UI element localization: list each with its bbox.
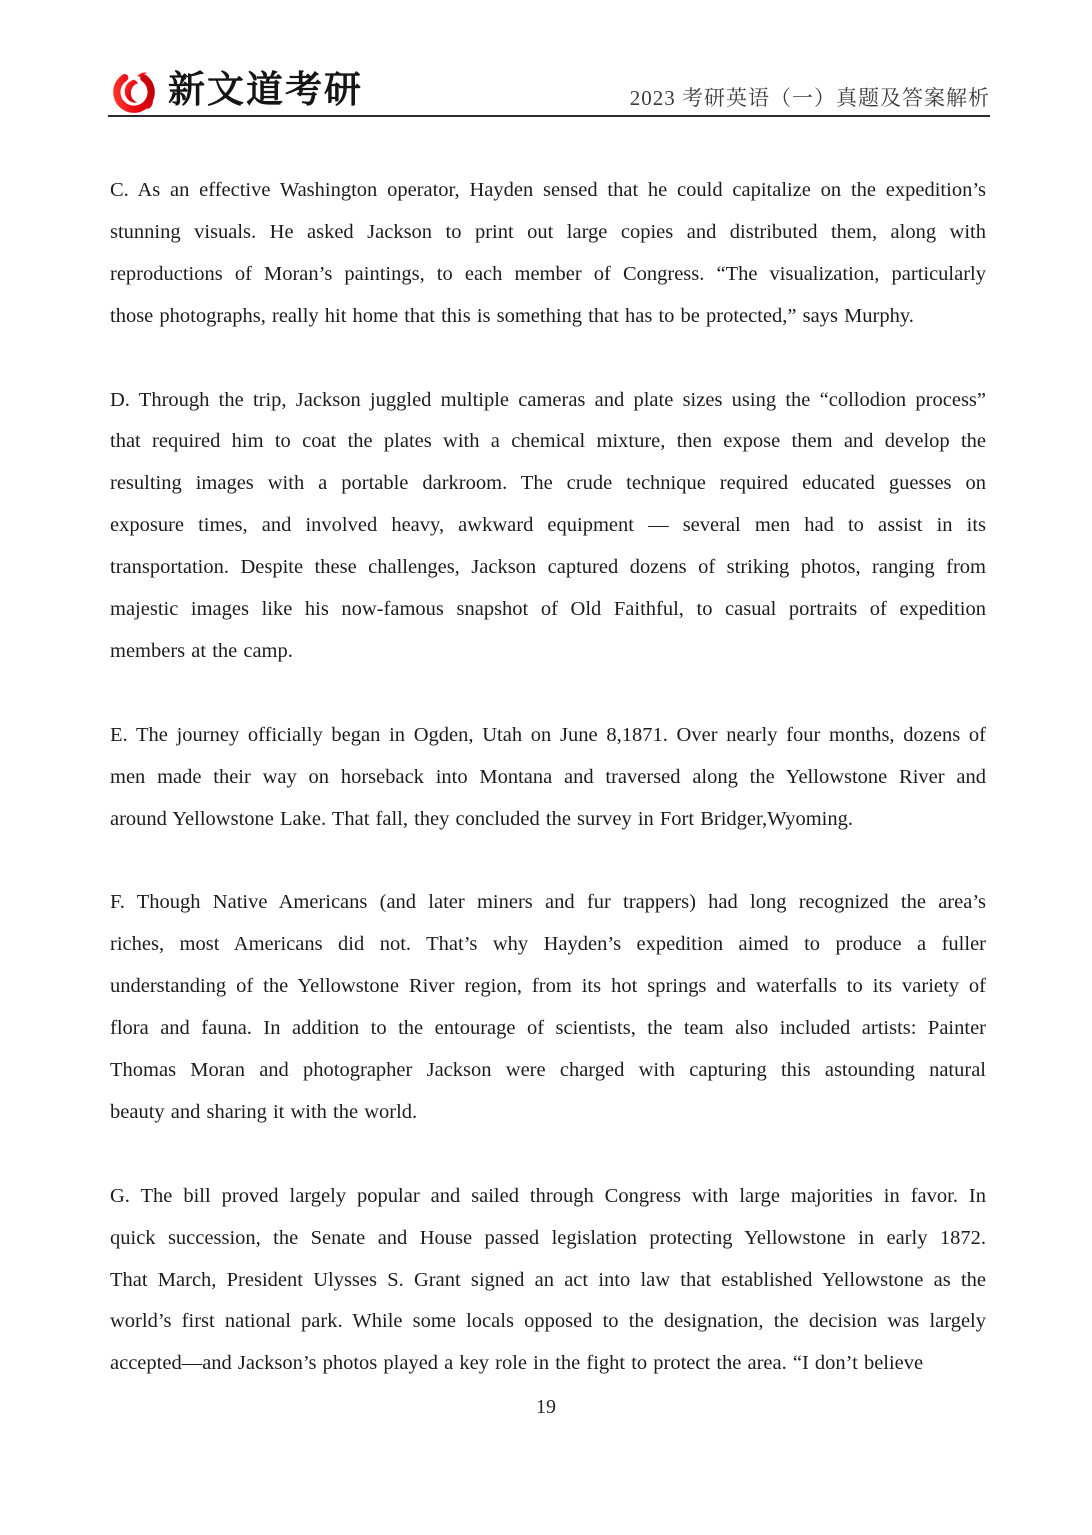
- text-line: beauty and sharing it with the world.: [110, 1100, 418, 1123]
- text-line: men made their way on horseback into Montana and traversed along the Yellowstone River and: [110, 765, 986, 788]
- text-line: majestic images like his now-famous snapshot of Old Faithful, to casual portraits of expedition: [110, 598, 986, 621]
- text-line: resulting images with a portable darkroom. The crude technique required educated guesses on: [110, 472, 986, 495]
- text-line: world’s first national park. While some locals opposed to the designation, the decision was largely: [110, 1310, 986, 1333]
- text-line: transportation. Despite these challenges, Jackson captured dozens of striking photos, ranging from: [110, 556, 986, 579]
- phoenix-logo-icon: [108, 64, 160, 116]
- text-line: C. As an effective Washington operator, Hayden sensed that he could capitalize on the expedition’s: [110, 179, 986, 201]
- text-line: accepted—and Jackson’s photos played a key role in the fight to protect the area. “I don’t believe: [110, 1352, 924, 1375]
- text-line: exposure times, and involved heavy, awkward equipment — several men had to assist in its: [110, 514, 986, 537]
- text-line: stunning visuals. He asked Jackson to print out large copies and distributed them, along with: [110, 220, 986, 243]
- text-line: D. Through the trip, Jackson juggled multiple cameras and plate sizes using the “collodion process”: [110, 388, 986, 411]
- text-line: That March, President Ulysses S. Grant signed an act into law that established Yellowstone as the: [110, 1268, 986, 1291]
- text-line: members at the camp.: [110, 639, 293, 662]
- text-line: G. The bill proved largely popular and sailed through Congress with large majorities in favor. In: [110, 1184, 986, 1207]
- page-number: 19: [536, 1396, 556, 1418]
- document-title: 2023 考研英语（一）真题及答案解析: [629, 86, 990, 110]
- text-line: understanding of the Yellowstone River region, from its hot springs and waterfalls to its variety of: [110, 975, 986, 998]
- text-line: around Yellowstone Lake. That fall, they concluded the survey in Fort Bridger,Wyoming.: [110, 807, 854, 830]
- text-line: quick succession, the Senate and House passed legislation protecting Yellowstone in early 1872.: [110, 1226, 986, 1249]
- paragraph-C: [110, 170, 986, 338]
- paragraph-F: [110, 882, 986, 1133]
- text-line: those photographs, really hit home that this is something that has to be protected,” says Murphy.: [110, 304, 914, 327]
- text-line: Thomas Moran and photographer Jackson were charged with capturing this astounding natural: [110, 1058, 986, 1081]
- header-divider: [108, 115, 990, 117]
- page-footer: [0, 1396, 1092, 1419]
- page-content: [110, 170, 986, 1385]
- paragraph-E: [110, 715, 986, 841]
- text-line: F. Though Native Americans (and later miners and fur trappers) had long recognized the area’s: [110, 891, 986, 914]
- text-line: flora and fauna. In addition to the entourage of scientists, the team also included artists: Painter: [110, 1017, 986, 1040]
- text-line: riches, most Americans did not. That’s why Hayden’s expedition aimed to produce a fuller: [110, 933, 986, 956]
- brand-logo: [108, 64, 363, 116]
- brand-name: 新文道考研: [168, 69, 363, 110]
- page-header: [0, 0, 1092, 120]
- paragraph-G: [110, 1176, 986, 1386]
- paragraph-D: [110, 380, 986, 673]
- text-line: E. The journey officially began in Ogden, Utah on June 8,1871. Over nearly four months, dozens of: [110, 723, 986, 746]
- text-line: that required him to coat the plates with a chemical mixture, then expose them and develop the: [110, 430, 986, 453]
- text-line: reproductions of Moran’s paintings, to each member of Congress. “The visualization, particularly: [110, 262, 986, 285]
